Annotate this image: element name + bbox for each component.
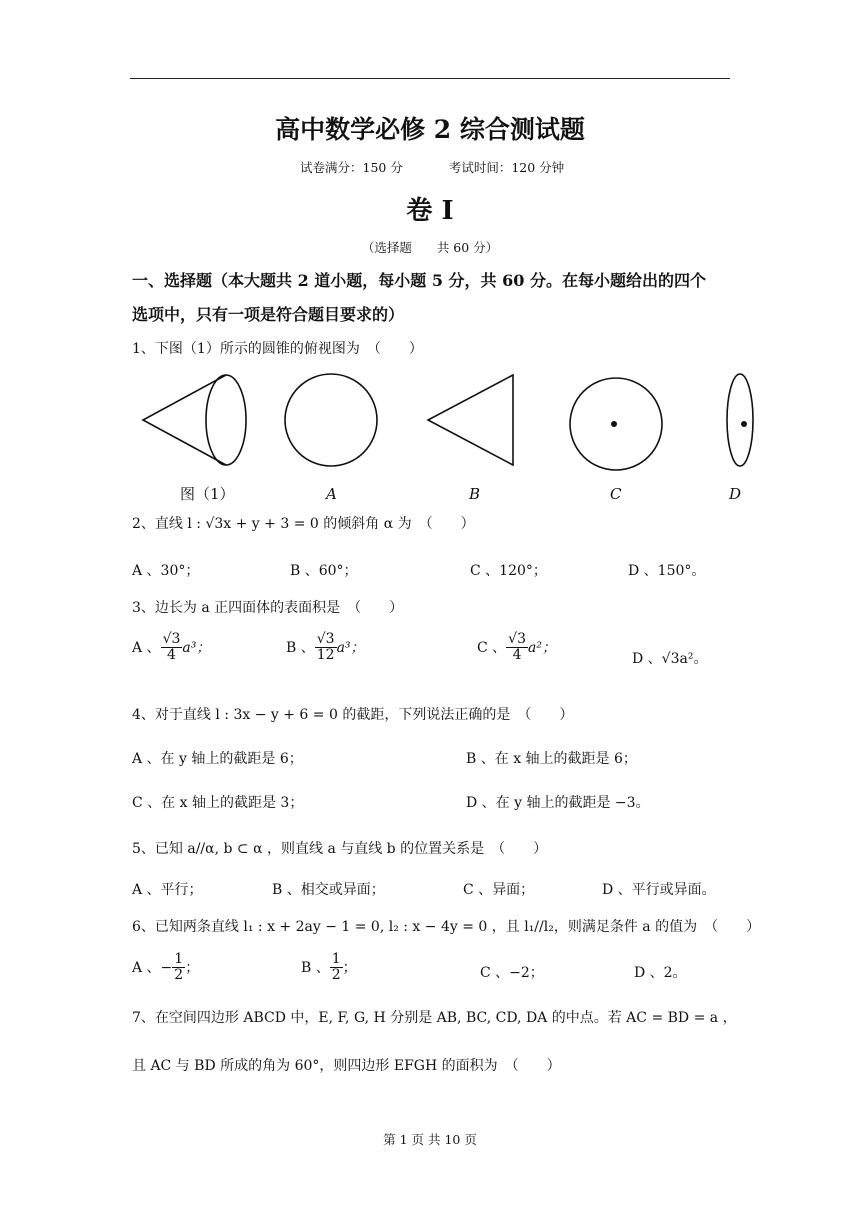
q3-a-prefix: A 、 xyxy=(132,639,161,656)
fig1-cone xyxy=(143,375,226,465)
q3-b-tail: a³； xyxy=(336,639,365,656)
q5-option-a: A 、平行； xyxy=(132,882,203,898)
q4-stem: 4、对于直线 l : 3x − y + 6 = 0 的截距，下列说法正确的是 （ ） xyxy=(132,707,574,723)
q6-b-tail: ； xyxy=(342,959,357,976)
full-score: 试卷满分：150 分 xyxy=(300,160,403,175)
q3-option-d: D 、√3a²。 xyxy=(632,651,708,667)
q2-option-a: A 、30°； xyxy=(132,563,200,579)
q3-option-a xyxy=(132,632,210,664)
page-footer: 第 1 页 共 10 页 xyxy=(383,1132,477,1147)
q1-label-a: A xyxy=(326,485,337,503)
q2-option-c: C 、120°； xyxy=(470,563,547,579)
section-heading-line1: 一、选择题（本大题共 2 道小题，每小题 5 分，共 60 分。在每小题给出的四个 xyxy=(132,271,706,290)
exam-time: 考试时间：120 分钟 xyxy=(448,160,565,175)
q6-option-c: C 、−2； xyxy=(480,965,544,981)
q3-c-den: 4 xyxy=(512,647,522,664)
q6-a-fraction xyxy=(172,952,185,984)
q4-option-d: D 、在 y 轴上的截距是 −3。 xyxy=(466,795,650,811)
q3-c-fraction xyxy=(506,632,528,664)
q6-a-num: 1 xyxy=(174,951,184,967)
option-c-dot xyxy=(611,421,617,427)
q6-a-tail: ； xyxy=(185,959,200,976)
q3-a-den: 4 xyxy=(167,647,176,664)
q6-option-b xyxy=(301,952,357,984)
q1-label-b: B xyxy=(469,485,481,503)
section-heading-line2: 选项中，只有一项是符合题目要求的） xyxy=(132,305,405,324)
q6-a-prefix: A 、− xyxy=(132,959,173,976)
volume-note: （选择题 共 60 分） xyxy=(361,240,499,255)
q6-b-prefix: B 、 xyxy=(301,959,330,976)
q1-label-d: D xyxy=(729,485,742,503)
q3-a-num: √3 xyxy=(162,631,181,647)
q5-option-c: C 、异面； xyxy=(463,882,535,898)
q6-stem: 6、已知两条直线 l₁ : x + 2ay − 1 = 0, l₂ : x − 4y = 0 ，且 l₁//l₂，则满足条件 a 的值为 （ ） xyxy=(132,919,761,935)
q1-label-c: C xyxy=(610,485,622,503)
option-d-ellipse xyxy=(727,374,753,466)
q2-option-d: D 、150°。 xyxy=(628,563,706,579)
q2-stem: 2、直线 l : √3x + y + 3 = 0 的倾斜角 α 为 （ ） xyxy=(132,516,475,532)
q4-option-b: B 、在 x 轴上的截距是 6； xyxy=(466,751,637,767)
q6-option-d: D 、2。 xyxy=(634,965,687,981)
q3-c-num: √3 xyxy=(508,631,526,647)
q3-b-den: 12 xyxy=(316,647,335,664)
q6-b-fraction xyxy=(330,952,343,984)
q5-stem: 5、已知 a//α, b ⊂ α ，则直线 a 与直线 b 的位置关系是 （ ） xyxy=(132,841,548,857)
volume-title: 卷 I xyxy=(406,196,454,226)
q6-a-den: 2 xyxy=(174,967,184,984)
q7-line2: 且 AC 与 BD 所成的角为 60°，则四边形 EFGH 的面积为 （ ） xyxy=(132,1058,561,1074)
page-title: 高中数学必修 2 综合测试题 xyxy=(275,115,585,144)
q5-option-d: D 、平行或异面。 xyxy=(602,882,716,898)
option-a-circle xyxy=(285,374,377,466)
q1-stem: 1、下图（1）所示的圆锥的俯视图为 （ ） xyxy=(132,341,423,357)
fig1-label: 图（1） xyxy=(180,485,235,503)
q2-option-b: B 、60°； xyxy=(290,563,358,579)
q3-b-prefix: B 、 xyxy=(286,639,315,656)
q7-line1: 7、在空间四边形 ABCD 中，E, F, G, H 分别是 AB, BC, CD, DA 的中点。若 AC = BD = a ， xyxy=(132,1010,737,1026)
q3-c-prefix: C 、 xyxy=(477,639,507,656)
q6-b-num: 1 xyxy=(331,951,341,967)
q3-option-b xyxy=(286,632,365,664)
q3-c-tail: a²； xyxy=(528,639,556,656)
q3-b-num: √3 xyxy=(316,631,335,647)
q3-stem: 3、边长为 a 正四面体的表面积是 （ ） xyxy=(132,600,404,616)
q3-a-tail: a³； xyxy=(182,639,211,656)
q3-option-c xyxy=(477,632,556,664)
q5-option-b: B 、相交或异面； xyxy=(272,882,385,898)
fig1-cone-base xyxy=(206,375,246,465)
q6-option-a xyxy=(132,952,199,984)
option-d-dot xyxy=(741,421,747,427)
q4-option-a: A 、在 y 轴上的截距是 6； xyxy=(132,751,303,767)
q3-b-fraction xyxy=(315,632,337,664)
option-b-triangle xyxy=(428,375,513,465)
q4-option-c: C 、在 x 轴上的截距是 3； xyxy=(132,795,304,811)
q6-b-den: 2 xyxy=(331,967,341,984)
q3-a-fraction xyxy=(161,632,183,664)
